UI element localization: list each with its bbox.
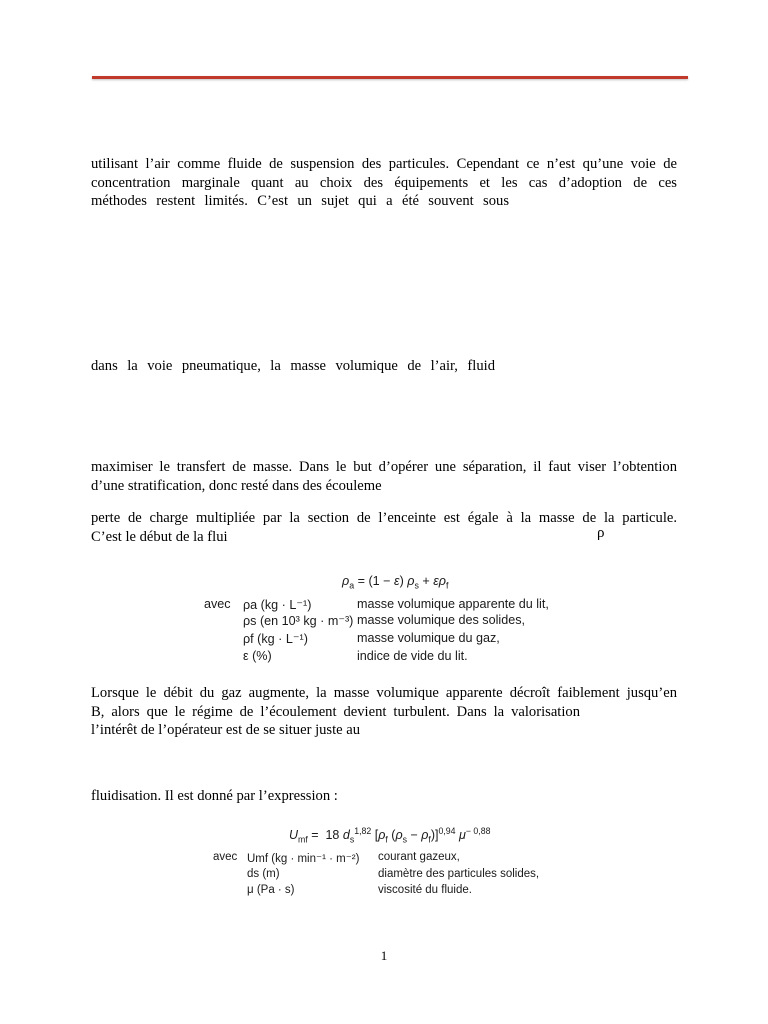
- paragraph-line: utilisant l’air comme fluide de suspension des particules. Cependant ce n’est qu’une voie de: [91, 156, 677, 172]
- formula-2-equation: $U_{mf} = 18$ $d_s^{1,82}$ [$\rho_f$ $(\rho_s - \rho_f)]^{0,94}$ $\mu^{- 0,88}$: [289, 825, 491, 845]
- avec-label: avec: [204, 597, 231, 611]
- def-meaning: viscosité du fluide.: [378, 884, 472, 896]
- def-symbol: ds (m): [247, 868, 280, 880]
- def-symbol: ρa (kg · L⁻¹): [243, 598, 312, 612]
- page-number: 1: [380, 948, 388, 963]
- paragraph-line: concentration marginale quant au choix des équipements et les cas d’adoption de ces: [91, 174, 677, 191]
- paragraph-line: B, alors que le régime de l’écoulement devient turbulent. Dans la valorisation: [91, 703, 580, 720]
- paragraph-line: perte de charge multipliée par la section de l’enceinte est égale à la masse de la particule.: [91, 510, 677, 526]
- paragraph-line: d’une stratification, donc resté dans des écouleme: [91, 477, 382, 494]
- def-meaning: indice de vide du lit.: [357, 649, 468, 663]
- paragraph-line: l’intérêt de l’opérateur est de se situer juste au: [91, 722, 361, 738]
- def-symbol: ε (%): [243, 649, 272, 663]
- paragraph-4: [91, 509, 677, 546]
- def-symbol: ρs (en 10³ kg · m⁻³): [243, 614, 354, 628]
- paragraph-3: [91, 458, 677, 495]
- paragraph-line: dans la voie pneumatique, la masse volumique de l’air, fluid: [91, 358, 495, 374]
- paragraph-line: fluidisation. Il est donné par l’expression :: [91, 788, 338, 804]
- stray-rho-symbol: ρ: [597, 525, 605, 541]
- paragraph-line: maximiser le transfert de masse. Dans le but d’opérer une séparation, il faut viser l’obtention: [91, 459, 677, 475]
- header-rule: [92, 76, 688, 79]
- def-meaning: masse volumique des solides,: [357, 613, 525, 627]
- paragraph-6: [91, 787, 677, 806]
- def-symbol: μ (Pa · s): [247, 884, 295, 896]
- paragraph-line: Lorsque le débit du gaz augmente, la masse volumique apparente décroît faiblement jusqu’en: [91, 685, 677, 701]
- def-meaning: masse volumique apparente du lit,: [357, 597, 549, 611]
- def-meaning: diamètre des particules solides,: [378, 868, 540, 880]
- paragraph-line: C’est le début de la flui: [91, 528, 228, 545]
- paragraph-5: [91, 684, 677, 740]
- paragraph-2: [91, 357, 677, 376]
- def-symbol: Umf (kg · min⁻¹ · m⁻²): [247, 853, 360, 865]
- paragraph-line: méthodes restent limités. C’est un sujet qui a été souvent sous: [91, 193, 509, 209]
- def-meaning: masse volumique du gaz,: [357, 631, 500, 645]
- formula-1-equation: $\rho_a = (1 - \varepsilon) \rho_s + \varepsilon\rho_f$: [342, 574, 449, 591]
- def-meaning: courant gazeux,: [378, 851, 460, 863]
- def-symbol: ρf (kg · L⁻¹): [243, 632, 308, 646]
- paragraph-1: [91, 155, 677, 211]
- avec-label: avec: [213, 851, 238, 863]
